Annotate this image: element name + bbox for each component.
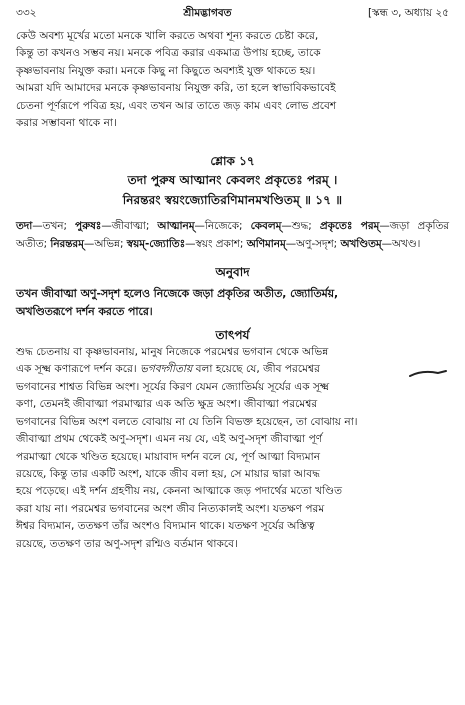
synonym-word: নিরন্তরম্ [50,237,84,250]
verse-line-2: নিরন্তরং স্বয়ংজ্যোতিরণিমানমখণ্ডিতম্ ॥ ১৭ ॥ [122,193,343,208]
synonym-word: কেবলম্ [250,220,282,233]
translation-line: তখন জীবাত্মা অণু-সদৃশ হলেও নিজেকে জড়া প্রকৃতির অতীত, জ্যোতির্ময়, [16,287,339,301]
page-number: ৩৩২ [16,7,37,19]
synonym-meaning: নিজেকে; [204,220,251,233]
purport-line: জীবাত্মা প্রথম থেকেই অণু-সদৃশ। এমন নয় যে, এই অণু-সদৃশ জীবাত্মা পূর্ণ [16,433,323,446]
verse-line-1: তদা পুরুষ আত্মানং কেবলং প্রকৃতেঃ পরম্ । [127,173,338,188]
synonym-meaning: অভিন্ন; [94,237,127,250]
purport-line: ভগবানের শাশ্বত বিভিন্ন অংশ। সূর্যের কিরণ যেমন জ্যোতির্ময় সূর্যের এক সূক্ষ্ম [16,380,330,393]
purport-paragraph [16,344,449,553]
purport-heading: তাৎপর্য [215,328,250,343]
synonym-word: প্রকৃতেঃ পরম্ [319,220,380,233]
purport-line: পরমাত্মা থেকে খণ্ডিত হয়েছে। মায়াবাদ দর্শন বলে যে, পূর্ণ আত্মা বিদ্যমান [16,450,321,463]
purport-line: কণা, তেমনই জীবাত্মা পরমাত্মার এক অতি ক্ষুদ্র অংশ। জীবাত্মা পরমেশ্বর [16,398,318,411]
synonym-word: তদা [16,220,33,233]
section-reference: [স্কন্ধ ৩, অধ্যায় ২৫ [367,7,449,19]
translation-line: অখণ্ডিতরূপে দর্শন করতে পারে। [16,304,153,318]
translation-heading: অনুবাদ [215,265,250,280]
synonym-meaning: জীবাত্মা; [111,220,158,233]
book-title: শ্রীমদ্ভাগবত [183,7,232,19]
purport-line: ভগবানের বিভিন্ন অংশ বলতে বোঝায় না যে তিনি বিভক্ত হয়েছেন, তা বোঝায় না। [16,415,358,428]
purport-line: করা যায় না। পরমেশ্বর ভগবানের অংশ জীব নিত্যকালই অংশ। যতক্ষণ পরম [16,502,325,515]
synonym-meaning: অখণ্ড। [392,237,421,250]
intro-line: চেতনা পূর্ণরূপে পবিত্র হয়, এবং তখন আর তাতে জড় কাম এবং লোভ প্রবেশ [16,99,337,112]
verse-title: শ্লোক ১৭ [210,154,255,169]
synonyms-paragraph: তদা—তখন; পুরুষঃ—জীবাত্মা; আত্মানম্—নিজেকে; কেবলম্—শুদ্ধ; প্রকৃতেঃ পরম্—জড়া প্রকৃতির অতীত; নিরন্তরম্—অভিন্ন; স্বয়ম্-জ্যোতিঃ—স্বয়ং প্রকাশ; অণিমানম্—অণু-সদৃশ; অখণ্ডিতম্—অখণ্ড। [16,220,449,250]
purport-line: হয়ে পড়েছে। এই দর্শন গ্রহণীয় নয়, কেননা আত্মাকে জড় পদার্থের মতো খণ্ডিত [16,485,343,498]
purport-text: এক সূক্ষ্ম কণারূপে দর্শন করে। [16,363,141,376]
synonym-meaning: তখন; [42,220,76,233]
synonym-word: অণিমানম্ [246,237,286,250]
purport-line: ঈশ্বর বিদ্যমান, ততক্ষণ তাঁর অংশও বিদ্যমান থাকে। যতক্ষণ সূর্যের অস্তিত্ব [16,520,315,533]
translation-paragraph [16,285,449,320]
synonym-meaning: শুদ্ধ; [291,220,320,233]
intro-paragraph [16,28,449,132]
synonym-word: পুরুষঃ [75,220,102,233]
intro-line: করার সম্ভাবনা থাকে না। [16,117,117,130]
synonym-word: অখণ্ডিতম্ [340,237,382,250]
scripture-name: ভগবদ্গীতায় [140,363,193,376]
purport-line [16,361,449,378]
purport-line: শুদ্ধ চেতনায় বা কৃষ্ণভাবনায়, মানুষ নিজেকে পরমেশ্বর ভগবান থেকে অভিন্ন [16,346,329,359]
intro-line: কৃষ্ণভাবনায় নিযুক্ত করা। মনকে কিছু না কিছুতে অবশ্যই যুক্ত থাকতে হয়। [16,64,316,77]
synonym-word: আত্মানম্ [157,220,195,233]
synonym-word: স্বয়ম্-জ্যোতিঃ [126,237,186,250]
purport-line: রয়েছে, কিন্তু তার একটি অংশ, যাকে জীব বলা হয়, সে মায়ার দ্বারা আবদ্ধ [16,467,320,480]
page-header [16,6,449,28]
synonym-meaning: অণু-সদৃশ; [296,237,341,250]
synonym-meaning: স্বয়ং প্রকাশ; [195,237,247,250]
synonym-meaning: জড়া প্রকৃতির অতীত; [16,220,449,250]
purport-line: রয়েছে, ততক্ষণ তার অণু-সদৃশ রশ্মিও বর্তমান থাকবে। [16,537,238,550]
purport-text: বলা হয়েছে যে, জীব পরমেশ্বর [192,363,320,376]
intro-line: আমরা যদি আমাদের মনকে কৃষ্ণভাবনায় নিযুক্ত করি, তা হলে স্বাভাবিকভাবেই [16,82,336,95]
intro-line: কেউ অবশ্য মূর্খের মতো মনকে খালি করতে অথবা শূন্য করতে চেষ্টা করে, [16,30,319,42]
ink-mark-icon [408,369,448,379]
intro-line: কিন্তু তা কখনও সম্ভব নয়। মনকে পবিত্র করার একমাত্র উপায় হচ্ছে, তাকে [16,47,321,60]
